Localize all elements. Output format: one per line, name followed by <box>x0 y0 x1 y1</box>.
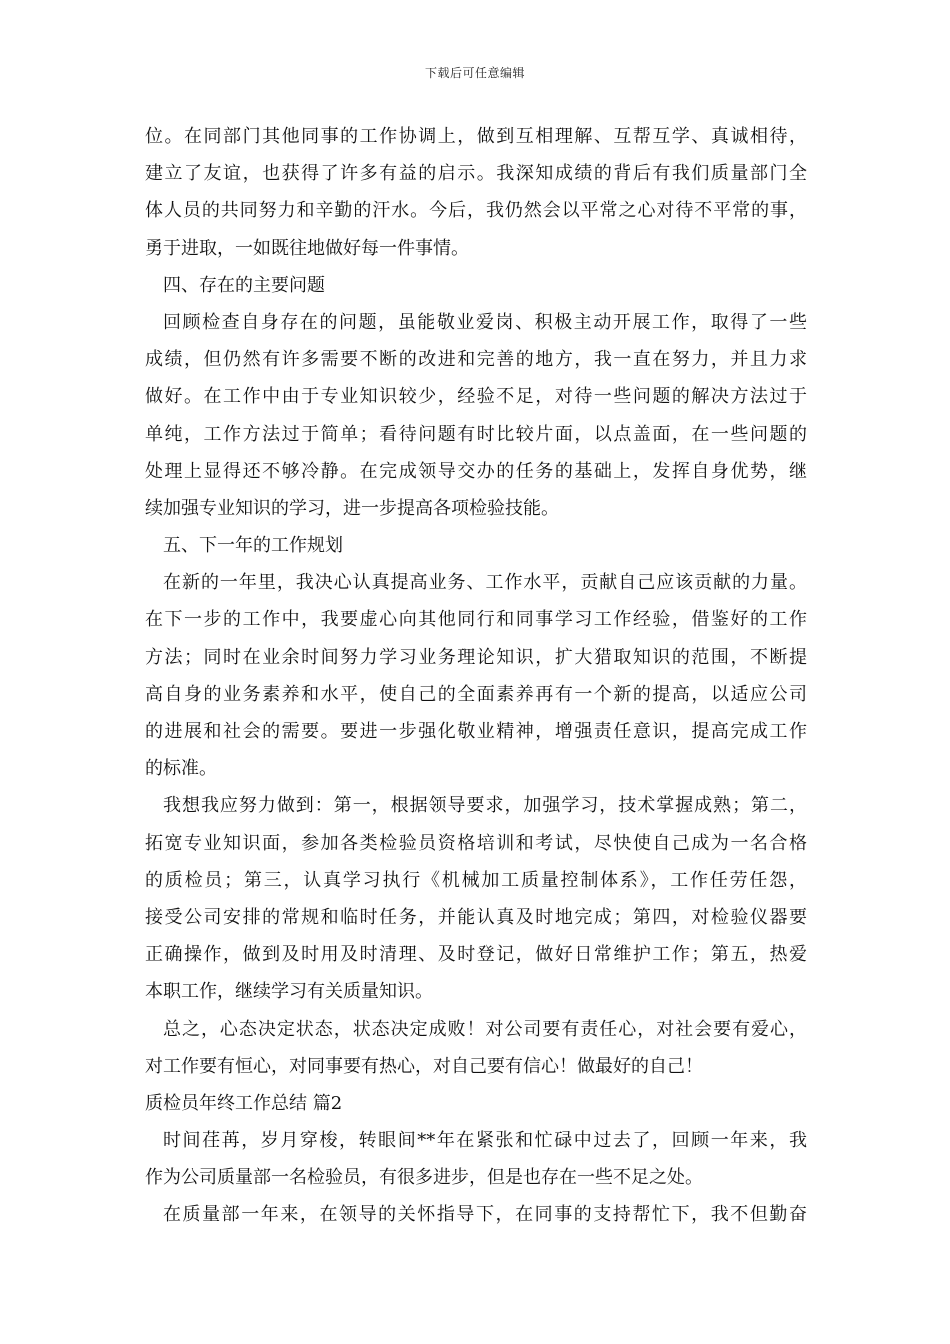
text-line: 高自身的业务素养和水平，使自己的全面素养再有一个新的提高，以适应公司 <box>145 683 807 705</box>
text-line: 作为公司质量部一名检验员，有很多进步，但是也存在一些不足之处。 <box>145 1167 703 1189</box>
text-line: 成绩，但仍然有许多需要不断的改进和完善的地方，我一直在努力，并且力求 <box>145 349 807 371</box>
text-line: 续加强专业知识的学习，进一步提高各项检验技能。 <box>145 497 559 519</box>
text-line: 回顾检查自身存在的问题，虽能敬业爱岗、积极主动开展工作，取得了一些 <box>163 311 807 333</box>
text-line: 在质量部一年来，在领导的关怀指导下，在同事的支持帮忙下，我不但勤奋 <box>163 1204 807 1226</box>
document-body <box>145 118 807 1234</box>
text-line: 本职工作，继续学习有关质量知识。 <box>145 981 433 1003</box>
text-line: 的进展和社会的需要。要进一步强化敬业精神，增强责任意识，提高完成工作 <box>145 721 807 742</box>
text-line: 单纯，工作方法过于简单；看待问题有时比较片面，以点盖面，在一些问题的 <box>145 423 807 445</box>
text-line: 时间荏苒，岁月穿梭，转眼间**年在紧张和忙碌中过去了，回顾一年来，我 <box>163 1130 807 1152</box>
page-header: 下载后可任意编辑 <box>424 66 525 80</box>
text-line: 处理上显得还不够冷静。在完成领导交办的任务的基础上，发挥自身优势，继 <box>145 460 807 482</box>
section-heading: 五、下一年的工作规划 <box>163 535 343 557</box>
text-line: 接受公司安排的常规和临时任务，并能认真及时地完成；第四，对检验仪器要 <box>145 906 807 928</box>
text-line: 的标准。 <box>145 758 217 780</box>
text-line: 在下一步的工作中，我要虚心向其他同行和同事学习工作经验，借鉴好的工作 <box>145 609 807 631</box>
text-line: 勇于进取，一如既往地做好每一件事情。 <box>145 237 469 259</box>
text-line: 正确操作，做到及时用及时清理、及时登记，做好日常维护工作；第五，热爱 <box>145 944 807 966</box>
section-heading: 四、存在的主要问题 <box>163 274 325 296</box>
text-line: 我想我应努力做到：第一，根据领导要求，加强学习，技术掌握成熟；第二， <box>163 795 807 817</box>
text-line: 建立了友谊，也获得了许多有益的启示。我深知成绩的背后有我们质量部门全 <box>145 163 807 185</box>
text-line: 方法；同时在业余时间努力学习业务理论知识，扩大猎取知识的范围，不断提 <box>145 646 807 668</box>
text-line: 总之，心态决定状态，状态决定成败！对公司要有责任心，对社会要有爱心， <box>163 1018 807 1040</box>
text-line: 做好。在工作中由于专业知识较少，经验不足，对待一些问题的解决方法过于 <box>145 386 807 408</box>
article-title: 质检员年终工作总结 篇2 <box>145 1092 343 1114</box>
text-line: 在新的一年里，我决心认真提高业务、工作水平，贡献自己应该贡献的力量。 <box>163 572 807 594</box>
text-line: 体人员的共同努力和辛勤的汗水。今后，我仍然会以平常之心对待不平常的事， <box>145 200 807 222</box>
text-line: 拓宽专业知识面，参加各类检验员资格培训和考试，尽快使自己成为一名合格 <box>145 832 807 854</box>
text-line: 位。在同部门其他同事的工作协调上，做到互相理解、互帮互学、真诚相待， <box>145 126 807 147</box>
text-line: 对工作要有恒心，对同事要有热心，对自己要有信心！做最好的自己！ <box>145 1055 703 1077</box>
text-line: 的质检员；第三，认真学习执行《机械加工质量控制体系》，工作任劳任怨， <box>145 869 807 891</box>
